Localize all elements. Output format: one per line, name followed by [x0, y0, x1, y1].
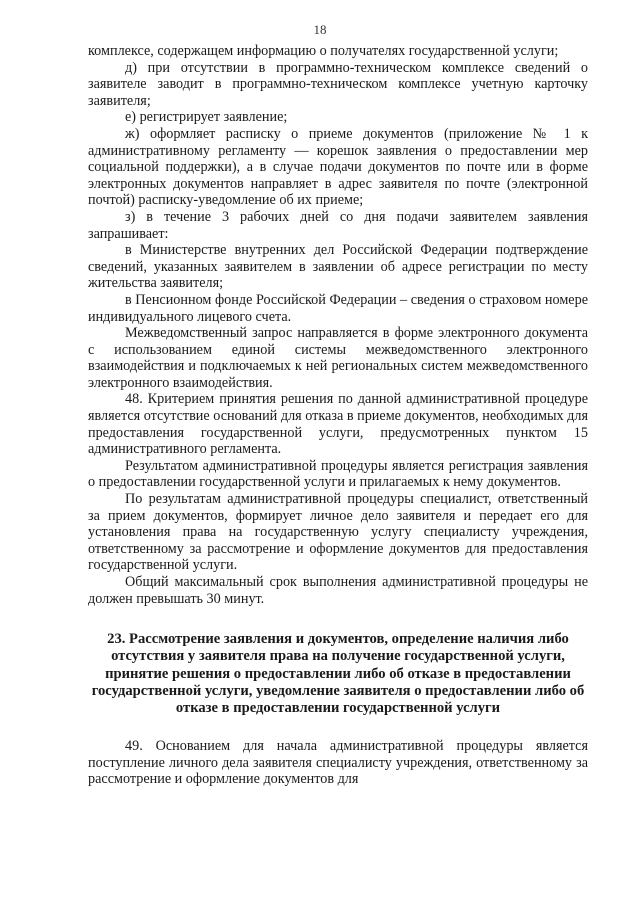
paragraph: Межведомственный запрос направляется в форме электронного документа с использованием единой системы межведомственного электронного взаимодействия и подключаемых к ней региональных систем межведомственного электронного взаимодействия. [88, 325, 588, 391]
page-number: 18 [313, 22, 327, 37]
paragraph: 49. Основанием для начала административной процедуры является поступление личного дела заявителя специалисту учреждения, ответственному за рассмотрение и оформление документов для [88, 738, 588, 788]
paragraph: д) при отсутствии в программно-техническом комплексе сведений о заявителе заводит в программно-техническом комплексе учетную карточку заявителя; [88, 59, 588, 109]
paragraph: з) в течение 3 рабочих дней со дня подачи заявителем заявления запрашивает: [88, 208, 588, 242]
paragraph: ж) оформляет расписку о приеме документов (приложение № 1 к административному регламенту — корешок заявления о предоставлении мер социальной поддержки), а в случае подачи документов по почте или в форме электронных документов направляет в адрес заявителя по почте (электронной почтой) расписку-уведомление об их приеме; [88, 125, 588, 209]
section-heading: 23. Рассмотрение заявления и документов, определение наличия либо отсутствия у заявителя права на получение государственной услуги, принятие решения о предоставлении либо об отказе в предоставлении государственной услуги, уведомление заявителя о предоставлении либо об отказе в предоставлении государственной услуги [91, 631, 585, 716]
body-text-before [88, 43, 588, 607]
paragraph: в Пенсионном фонде Российской Федерации – сведения о страховом номере индивидуального лицевого счета. [88, 291, 588, 325]
body-text-after [88, 738, 588, 788]
paragraph: Общий максимальный срок выполнения административной процедуры не должен превышать 30 минут. [88, 574, 588, 607]
paragraph: в Министерстве внутренних дел Российской Федерации подтверждение сведений, указанных заявителем в заявлении об адресе регистрации по месту жительства заявителя; [88, 242, 588, 292]
paragraph: По результатам административной процедуры специалист, ответственный за прием документов, формирует личное дело заявителя и передает его для установления права на государственную услугу специалисту учреждения, ответственному за рассмотрение и оформление документов для предоставления государственной услуги. [88, 491, 588, 574]
page-content [88, 43, 588, 788]
paragraph: 48. Критерием принятия решения по данной административной процедуре является отсутствие оснований для отказа в приеме документов, необходимых для предоставления государственной услуги, предусмотренных пунктом 15 административного регламента. [88, 391, 588, 458]
paragraph: комплексе, содержащем информацию о получателях государственной услуги; [88, 43, 559, 59]
paragraph: Результатом административной процедуры является регистрация заявления о предоставлении государственной услуги и прилагаемых к нему документов. [88, 457, 588, 491]
paragraph: е) регистрирует заявление; [125, 109, 288, 126]
